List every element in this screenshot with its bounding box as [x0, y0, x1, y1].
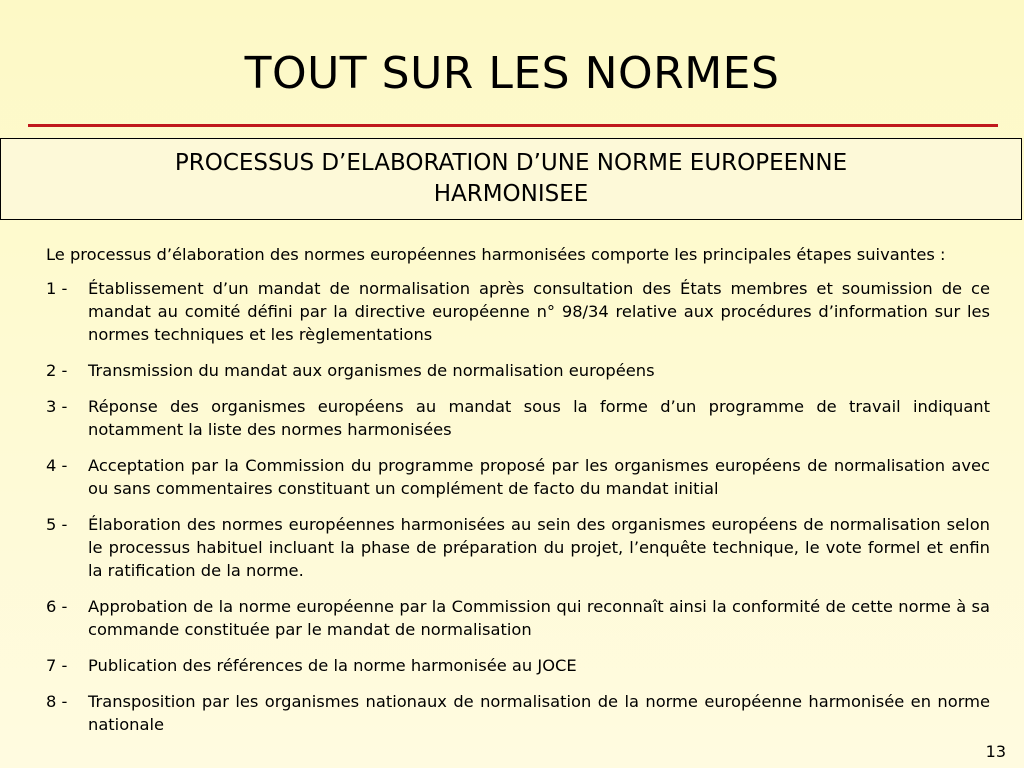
step-text: Élaboration des normes européennes harmonisées au sein des organismes européens de normalisation selon le processus habituel incluant la phase de préparation du projet, l’enquête technique, le vote formel et enfin la ratification de la norme.: [88, 515, 990, 580]
step-text: Réponse des organismes européens au mandat sous la forme d’un programme de travail indiquant notamment la liste des normes harmonisées: [88, 397, 990, 439]
step-number: 3 -: [46, 397, 68, 416]
step-number: 5 -: [46, 515, 68, 534]
step-text: Établissement d’un mandat de normalisation après consultation des États membres et soumission de ce mandat au comité défini par la directive européenne n° 98/34 relative aux procédures d’information sur les normes techniques et les règlementations: [88, 279, 990, 344]
list-item: [46, 454, 990, 500]
step-number: 2 -: [46, 361, 68, 380]
step-text: Acceptation par la Commission du programme proposé par les organismes européens de normalisation avec ou sans commentaires constituant un complément de facto du mandat initial: [88, 456, 990, 498]
list-item: [46, 690, 990, 736]
list-item: [46, 654, 990, 677]
title-rule: [28, 124, 998, 127]
intro-paragraph: Le processus d’élaboration des normes européennes harmonisées comporte les principales étapes suivantes :: [46, 245, 946, 264]
step-number: 4 -: [46, 456, 68, 475]
list-item: [46, 595, 990, 641]
steps-list: [46, 277, 990, 736]
list-item: [46, 277, 990, 346]
step-text: Transmission du mandat aux organismes de normalisation européens: [88, 361, 655, 380]
step-text: Approbation de la norme européenne par la Commission qui reconnaît ainsi la conformité de cette norme à sa commande constituée par le mandat de normalisation: [88, 597, 990, 639]
list-item: [46, 513, 990, 582]
step-number: 6 -: [46, 597, 68, 616]
step-number: 8 -: [46, 692, 68, 711]
step-number: 1 -: [46, 279, 68, 298]
subtitle-box: [0, 138, 1022, 220]
subtitle-line-2: HARMONISEE: [433, 181, 589, 207]
list-item: [46, 395, 990, 441]
subtitle-line-1: PROCESSUS D’ELABORATION D’UNE NORME EUROPEENNE: [174, 150, 848, 176]
content: [46, 243, 990, 749]
step-text: Publication des références de la norme harmonisée au JOCE: [88, 656, 577, 675]
slide-title: TOUT SUR LES NORMES: [244, 48, 780, 99]
step-text: Transposition par les organismes nationaux de normalisation de la norme européenne harmonisée en norme nationale: [88, 692, 990, 734]
list-item: [46, 359, 990, 382]
page-number: 13: [985, 742, 1006, 761]
step-number: 7 -: [46, 656, 68, 675]
